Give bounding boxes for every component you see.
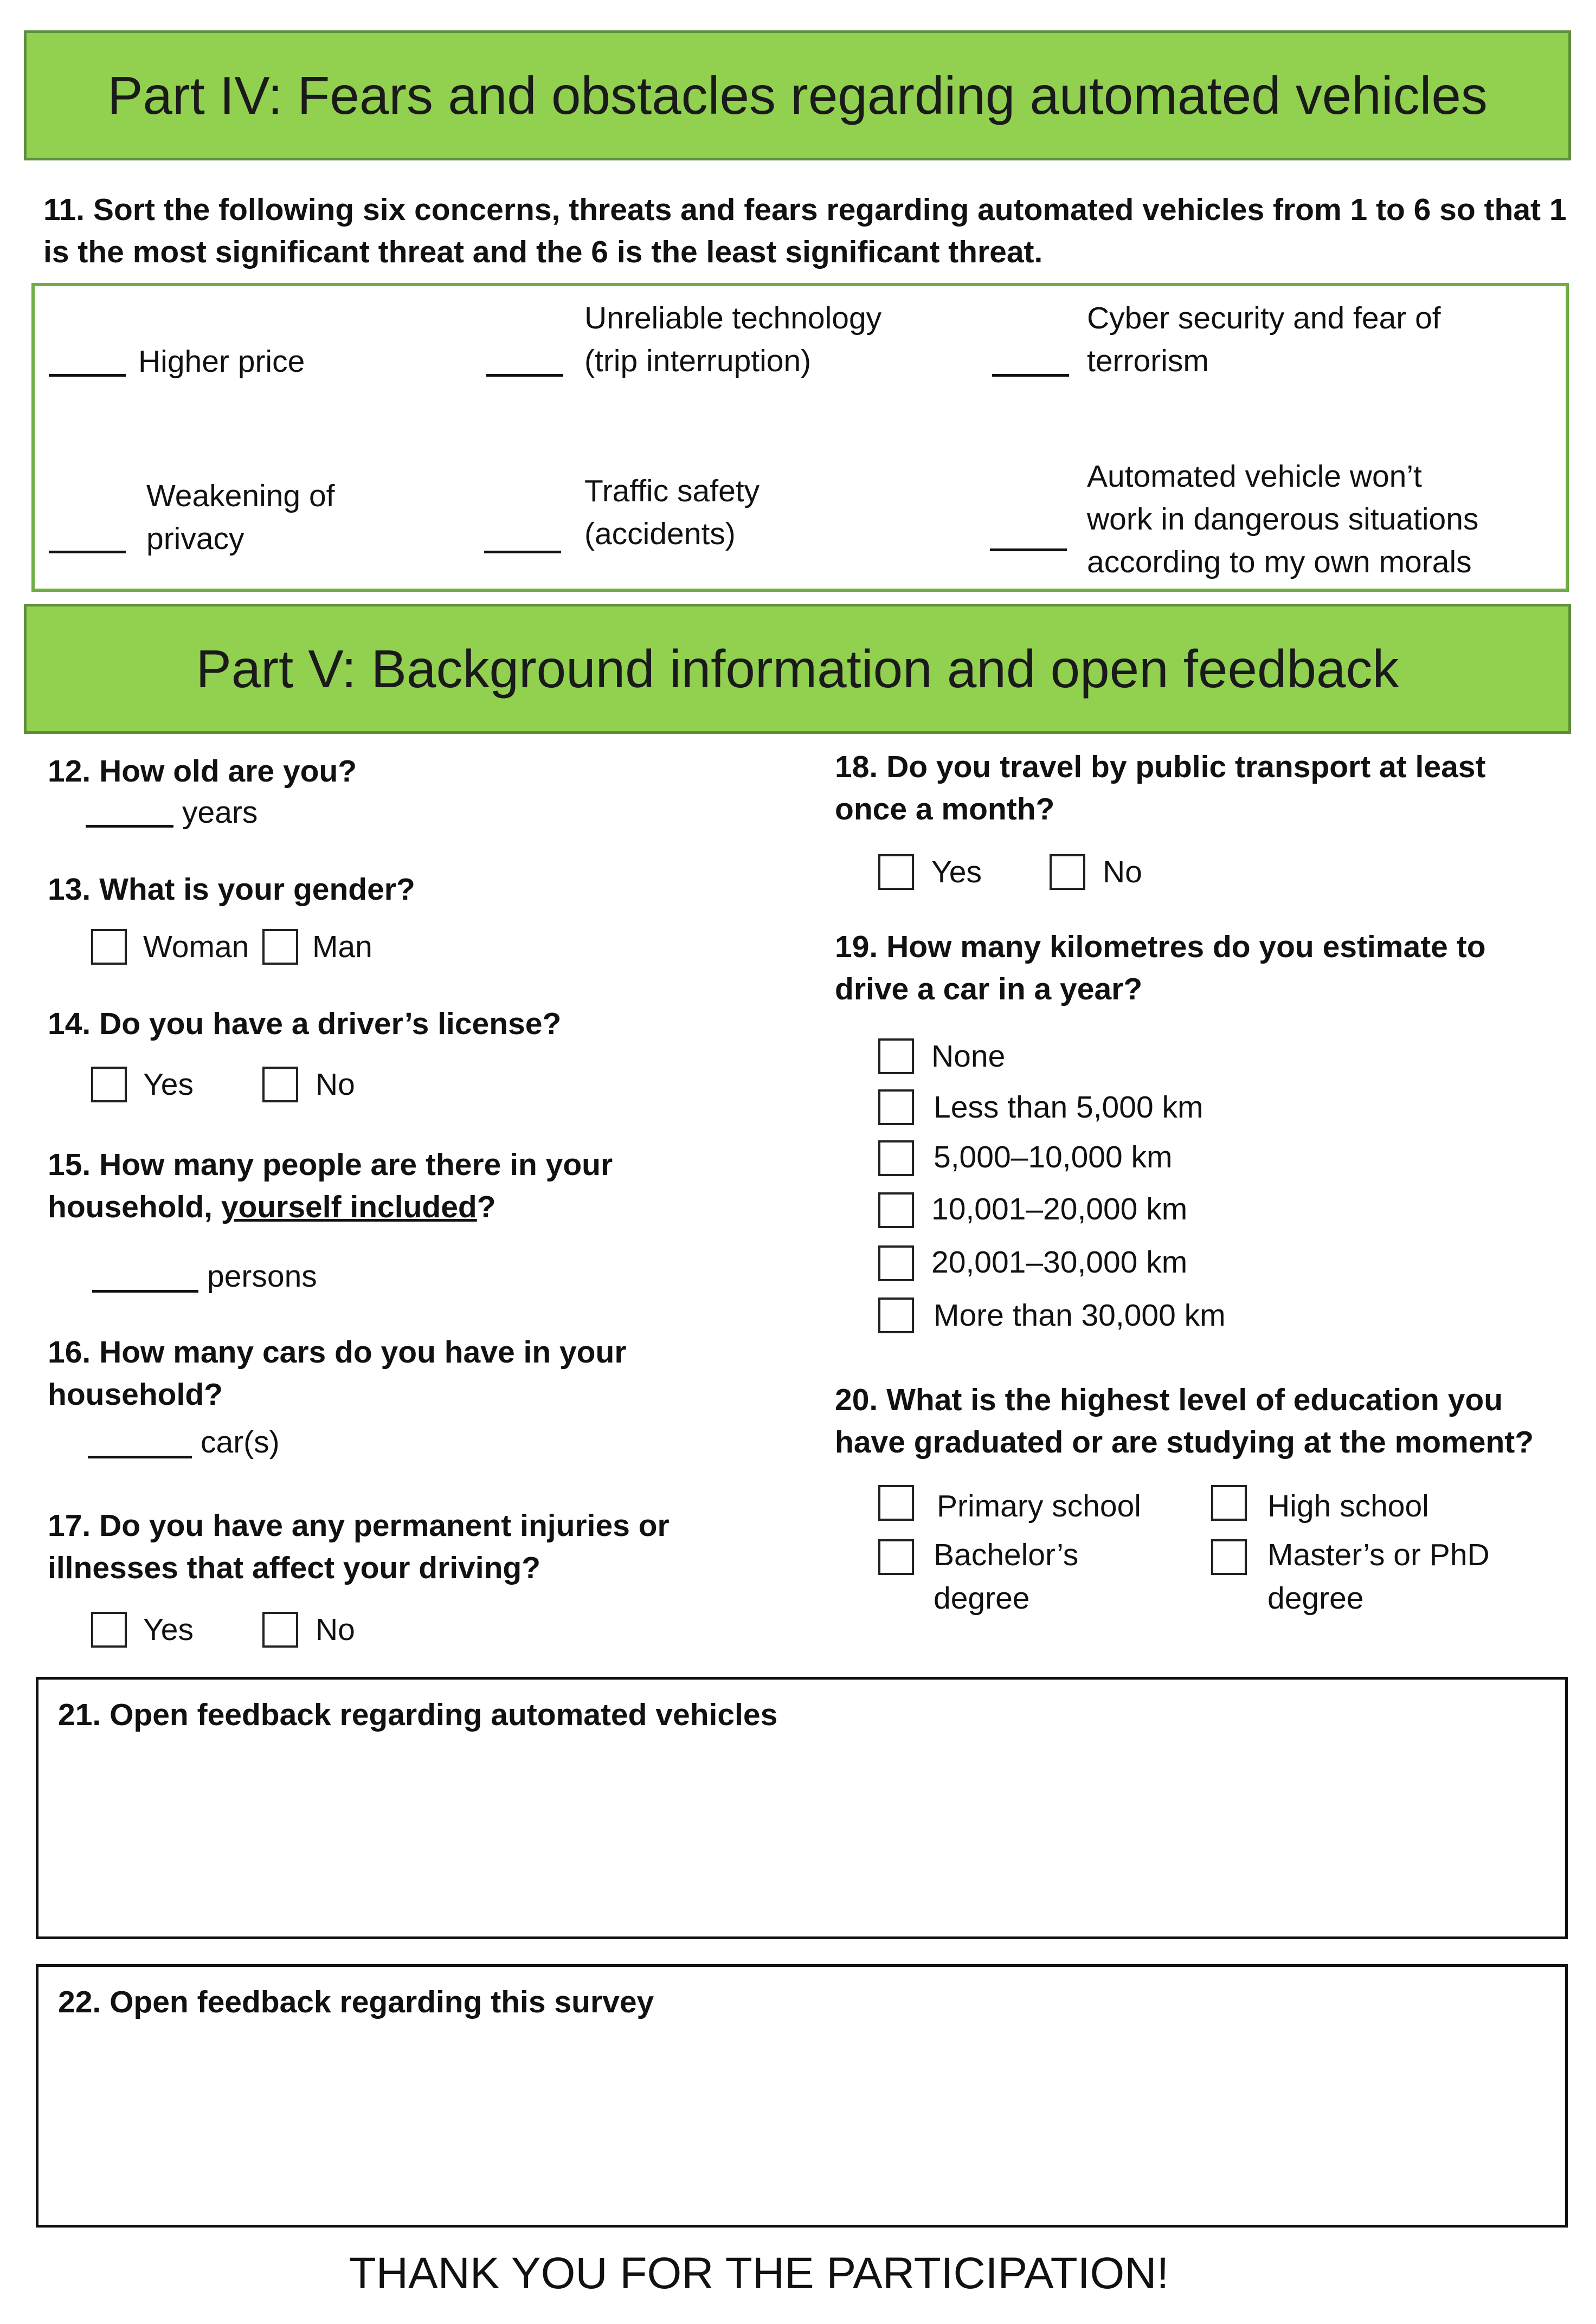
- license-no-checkbox[interactable]: [262, 1067, 298, 1102]
- rank-blank-cyber-security[interactable]: [992, 374, 1069, 377]
- km-gt30000-label: More than 30,000 km: [934, 1298, 1226, 1333]
- concern-privacy-l1: Weakening of: [146, 479, 335, 513]
- concern-cyber-l2: terrorism: [1087, 344, 1209, 378]
- gender-man-checkbox[interactable]: [262, 929, 298, 965]
- q18-question-line2: once a month?: [835, 792, 1055, 827]
- concern-privacy-l2: privacy: [146, 521, 244, 556]
- household-size-input-line[interactable]: [92, 1290, 198, 1293]
- concern-traffic-l1: Traffic safety: [584, 474, 760, 508]
- rank-blank-unreliable-tech[interactable]: [486, 374, 563, 377]
- edu-high-school-label: High school: [1267, 1489, 1429, 1523]
- concern-unreliable-tech-l1: Unreliable technology: [584, 301, 882, 335]
- km-none-label: None: [931, 1039, 1006, 1074]
- edu-primary-checkbox[interactable]: [878, 1485, 914, 1521]
- km-5000-10000-checkbox[interactable]: [878, 1140, 914, 1176]
- q17-question-line1: 17. Do you have any permanent injuries or: [48, 1508, 670, 1543]
- part5-title: Part V: Background information and open feedback: [196, 638, 1399, 699]
- rank-blank-morals[interactable]: [990, 548, 1067, 551]
- q16-question-line2: household?: [48, 1377, 223, 1412]
- cars-input-line[interactable]: [88, 1456, 192, 1458]
- age-input-line[interactable]: [86, 825, 173, 828]
- edu-high-school-checkbox[interactable]: [1211, 1485, 1247, 1521]
- license-yes-label: Yes: [143, 1067, 194, 1102]
- q11-text-line2: is the most significant threat and the 6 is the least significant threat.: [43, 235, 1043, 269]
- q14-question: 14. Do you have a driver’s license?: [48, 1006, 562, 1041]
- household-size-unit: persons: [207, 1259, 317, 1294]
- km-lt5000-checkbox[interactable]: [878, 1089, 914, 1125]
- edu-master-label-l1: Master’s or PhD: [1267, 1538, 1490, 1572]
- injuries-yes-label: Yes: [143, 1612, 194, 1647]
- q11-text-line1: 11. Sort the following six concerns, threats and fears regarding automated vehicles from 1 to 6 so that 1: [43, 192, 1567, 227]
- transport-yes-label: Yes: [931, 855, 982, 889]
- q19-question-line2: drive a car in a year?: [835, 972, 1143, 1006]
- transport-no-checkbox[interactable]: [1050, 854, 1085, 890]
- q19-question-line1: 19. How many kilometres do you estimate to: [835, 929, 1486, 964]
- concern-morals-l1: Automated vehicle won’t: [1087, 459, 1422, 494]
- q20-question-line2: have graduated or are studying at the moment?: [835, 1425, 1534, 1460]
- km-10001-20000-label: 10,001–20,000 km: [931, 1192, 1188, 1226]
- km-lt5000-label: Less than 5,000 km: [934, 1090, 1204, 1125]
- q15-question-line1: 15. How many people are there in your: [48, 1147, 613, 1182]
- concern-morals-l2: work in dangerous situations: [1087, 502, 1479, 537]
- injuries-no-label: No: [316, 1612, 355, 1647]
- edu-bachelor-checkbox[interactable]: [878, 1539, 914, 1575]
- part4-banner: [24, 30, 1571, 160]
- q15-question-line2: household, yourself included?: [48, 1190, 496, 1224]
- transport-yes-checkbox[interactable]: [878, 854, 914, 890]
- gender-man-label: Man: [312, 929, 372, 964]
- license-no-label: No: [316, 1067, 355, 1102]
- q17-question-line2: illnesses that affect your driving?: [48, 1551, 541, 1585]
- q16-question-line1: 16. How many cars do you have in your: [48, 1335, 627, 1370]
- license-yes-checkbox[interactable]: [91, 1067, 127, 1102]
- km-20001-30000-label: 20,001–30,000 km: [931, 1245, 1188, 1280]
- gender-woman-checkbox[interactable]: [91, 929, 127, 965]
- edu-bachelor-label-l2: degree: [934, 1581, 1030, 1616]
- part4-title: Part IV: Fears and obstacles regarding automated vehicles: [107, 65, 1488, 125]
- km-gt30000-checkbox[interactable]: [878, 1297, 914, 1333]
- q22-label: 22. Open feedback regarding this survey: [58, 1985, 654, 2019]
- gender-woman-label: Woman: [143, 929, 249, 964]
- edu-master-label-l2: degree: [1267, 1581, 1364, 1616]
- feedback-survey-box[interactable]: [36, 1964, 1568, 2228]
- age-unit: years: [182, 795, 258, 830]
- cars-unit: car(s): [201, 1425, 280, 1460]
- rank-blank-privacy[interactable]: [49, 551, 126, 553]
- edu-bachelor-label-l1: Bachelor’s: [934, 1538, 1079, 1572]
- km-20001-30000-checkbox[interactable]: [878, 1245, 914, 1281]
- concern-morals-l3: according to my own morals: [1087, 545, 1472, 579]
- q12-question: 12. How old are you?: [48, 754, 357, 789]
- edu-primary-label: Primary school: [937, 1489, 1141, 1523]
- injuries-no-checkbox[interactable]: [262, 1612, 298, 1648]
- q18-question-line1: 18. Do you travel by public transport at least: [835, 750, 1486, 784]
- concern-cyber-l1: Cyber security and fear of: [1087, 301, 1441, 335]
- concern-traffic-l2: (accidents): [584, 517, 736, 551]
- km-5000-10000-label: 5,000–10,000 km: [934, 1140, 1173, 1174]
- rank-blank-higher-price[interactable]: [49, 374, 126, 377]
- injuries-yes-checkbox[interactable]: [91, 1612, 127, 1648]
- feedback-vehicles-box[interactable]: [36, 1677, 1568, 1939]
- concern-higher-price: Higher price: [138, 344, 305, 379]
- edu-master-checkbox[interactable]: [1211, 1539, 1247, 1575]
- transport-no-label: No: [1103, 855, 1142, 889]
- concern-unreliable-tech-l2: (trip interruption): [584, 344, 812, 378]
- q20-question-line1: 20. What is the highest level of education you: [835, 1383, 1503, 1417]
- km-10001-20000-checkbox[interactable]: [878, 1192, 914, 1228]
- rank-blank-traffic-safety[interactable]: [484, 551, 561, 553]
- q21-label: 21. Open feedback regarding automated vehicles: [58, 1697, 778, 1732]
- q13-question: 13. What is your gender?: [48, 872, 415, 907]
- km-none-checkbox[interactable]: [878, 1038, 914, 1074]
- part5-banner: [24, 604, 1571, 734]
- thank-you-text: THANK YOU FOR THE PARTICIPATION!: [349, 2249, 1169, 2298]
